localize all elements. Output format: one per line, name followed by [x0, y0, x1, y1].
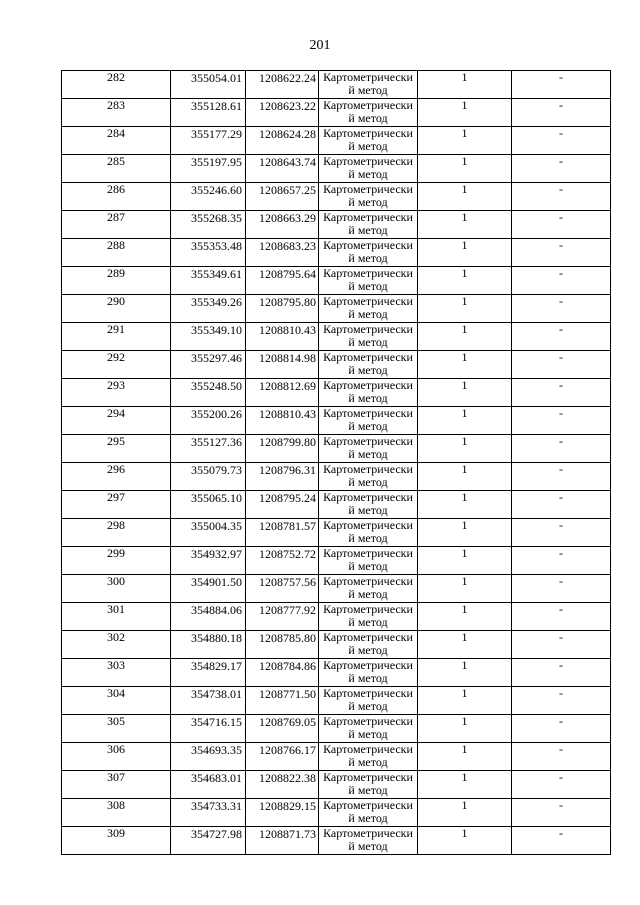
y-coordinate-cell: 1208822.38 [246, 771, 319, 799]
note-cell: - [512, 771, 611, 799]
x-coordinate-cell: 355079.73 [171, 463, 246, 491]
point-number-cell: 282 [62, 71, 171, 99]
point-number-cell: 286 [62, 183, 171, 211]
y-coordinate-cell: 1208683.23 [246, 239, 319, 267]
method-cell [319, 239, 418, 267]
point-number-cell: 294 [62, 407, 171, 435]
y-coordinate-cell: 1208829.15 [246, 799, 319, 827]
method-label-line1: Картометрически [323, 490, 413, 504]
note-cell: - [512, 603, 611, 631]
note-cell: - [512, 799, 611, 827]
point-number-cell: 309 [62, 827, 171, 855]
x-coordinate-cell: 355353.48 [171, 239, 246, 267]
method-label-line2: й метод [348, 223, 388, 237]
method-label-line1: Картометрически [323, 798, 413, 812]
method-cell [319, 183, 418, 211]
count-cell: 1 [418, 519, 512, 547]
table-row [62, 687, 611, 715]
method-label-line2: й метод [348, 419, 388, 433]
point-number-cell: 293 [62, 379, 171, 407]
x-coordinate-cell: 355004.35 [171, 519, 246, 547]
method-label-line2: й метод [348, 503, 388, 517]
x-coordinate-cell: 355065.10 [171, 491, 246, 519]
method-label-line2: й метод [348, 643, 388, 657]
point-number-cell: 283 [62, 99, 171, 127]
point-number-cell: 307 [62, 771, 171, 799]
x-coordinate-cell: 354738.01 [171, 687, 246, 715]
note-cell: - [512, 463, 611, 491]
note-cell: - [512, 323, 611, 351]
x-coordinate-cell: 355246.60 [171, 183, 246, 211]
method-label-line2: й метод [348, 195, 388, 209]
table-row [62, 799, 611, 827]
note-cell: - [512, 827, 611, 855]
count-cell: 1 [418, 715, 512, 743]
x-coordinate-cell: 355268.35 [171, 211, 246, 239]
count-cell: 1 [418, 827, 512, 855]
point-number-cell: 297 [62, 491, 171, 519]
count-cell: 1 [418, 603, 512, 631]
table-row [62, 771, 611, 799]
x-coordinate-cell: 355297.46 [171, 351, 246, 379]
x-coordinate-cell: 355177.29 [171, 127, 246, 155]
method-label-line1: Картометрически [323, 378, 413, 392]
method-label-line1: Картометрически [323, 826, 413, 840]
table-row [62, 463, 611, 491]
method-label-line1: Картометрически [323, 266, 413, 280]
method-cell [319, 771, 418, 799]
y-coordinate-cell: 1208796.31 [246, 463, 319, 491]
note-cell: - [512, 407, 611, 435]
count-cell: 1 [418, 491, 512, 519]
x-coordinate-cell: 355349.26 [171, 295, 246, 323]
method-label-line2: й метод [348, 83, 388, 97]
method-label-line2: й метод [348, 335, 388, 349]
count-cell: 1 [418, 547, 512, 575]
y-coordinate-cell: 1208769.05 [246, 715, 319, 743]
method-cell [319, 799, 418, 827]
note-cell: - [512, 99, 611, 127]
x-coordinate-cell: 355349.61 [171, 267, 246, 295]
point-number-cell: 300 [62, 575, 171, 603]
x-coordinate-cell: 354884.06 [171, 603, 246, 631]
x-coordinate-cell: 354880.18 [171, 631, 246, 659]
method-cell [319, 603, 418, 631]
table-row [62, 71, 611, 99]
method-cell [319, 659, 418, 687]
note-cell: - [512, 743, 611, 771]
count-cell: 1 [418, 463, 512, 491]
y-coordinate-cell: 1208812.69 [246, 379, 319, 407]
y-coordinate-cell: 1208766.17 [246, 743, 319, 771]
note-cell: - [512, 519, 611, 547]
method-label-line2: й метод [348, 111, 388, 125]
count-cell: 1 [418, 659, 512, 687]
method-cell [319, 631, 418, 659]
method-label-line2: й метод [348, 839, 388, 853]
y-coordinate-cell: 1208781.57 [246, 519, 319, 547]
count-cell: 1 [418, 575, 512, 603]
table-row [62, 715, 611, 743]
table-row [62, 575, 611, 603]
method-label-line2: й метод [348, 587, 388, 601]
point-number-cell: 305 [62, 715, 171, 743]
note-cell: - [512, 183, 611, 211]
table-row [62, 323, 611, 351]
x-coordinate-cell: 354829.17 [171, 659, 246, 687]
method-cell [319, 715, 418, 743]
count-cell: 1 [418, 155, 512, 183]
note-cell: - [512, 211, 611, 239]
method-label-line1: Картометрически [323, 294, 413, 308]
method-label-line2: й метод [348, 167, 388, 181]
count-cell: 1 [418, 99, 512, 127]
method-cell [319, 323, 418, 351]
y-coordinate-cell: 1208784.86 [246, 659, 319, 687]
method-label-line1: Картометрически [323, 770, 413, 784]
method-label-line2: й метод [348, 447, 388, 461]
note-cell: - [512, 379, 611, 407]
method-label-line1: Картометрически [323, 574, 413, 588]
method-label-line1: Картометрически [323, 126, 413, 140]
table-row [62, 127, 611, 155]
note-cell: - [512, 435, 611, 463]
method-label-line2: й метод [348, 615, 388, 629]
method-cell [319, 155, 418, 183]
method-cell [319, 547, 418, 575]
table-row [62, 211, 611, 239]
point-number-cell: 284 [62, 127, 171, 155]
y-coordinate-cell: 1208810.43 [246, 407, 319, 435]
method-label-line2: й метод [348, 139, 388, 153]
x-coordinate-cell: 354716.15 [171, 715, 246, 743]
point-number-cell: 285 [62, 155, 171, 183]
method-label-line2: й метод [348, 391, 388, 405]
y-coordinate-cell: 1208624.28 [246, 127, 319, 155]
point-number-cell: 299 [62, 547, 171, 575]
y-coordinate-cell: 1208663.29 [246, 211, 319, 239]
table-row [62, 239, 611, 267]
method-label-line1: Картометрически [323, 462, 413, 476]
method-label-line2: й метод [348, 671, 388, 685]
y-coordinate-cell: 1208785.80 [246, 631, 319, 659]
method-label-line1: Картометрически [323, 70, 413, 84]
method-label-line2: й метод [348, 559, 388, 573]
x-coordinate-cell: 355197.95 [171, 155, 246, 183]
table-row [62, 379, 611, 407]
method-cell [319, 435, 418, 463]
note-cell: - [512, 155, 611, 183]
method-label-line1: Картометрически [323, 98, 413, 112]
note-cell: - [512, 351, 611, 379]
y-coordinate-cell: 1208810.43 [246, 323, 319, 351]
method-cell [319, 407, 418, 435]
method-cell [319, 99, 418, 127]
note-cell: - [512, 295, 611, 323]
count-cell: 1 [418, 295, 512, 323]
method-cell [319, 687, 418, 715]
method-label-line1: Картометрически [323, 630, 413, 644]
count-cell: 1 [418, 71, 512, 99]
method-label-line1: Картометрически [323, 238, 413, 252]
method-label-line2: й метод [348, 531, 388, 545]
point-number-cell: 301 [62, 603, 171, 631]
count-cell: 1 [418, 771, 512, 799]
method-label-line1: Картометрически [323, 518, 413, 532]
point-number-cell: 287 [62, 211, 171, 239]
method-label-line1: Картометрически [323, 742, 413, 756]
x-coordinate-cell: 355128.61 [171, 99, 246, 127]
count-cell: 1 [418, 211, 512, 239]
point-number-cell: 296 [62, 463, 171, 491]
method-label-line1: Картометрически [323, 658, 413, 672]
table-row [62, 407, 611, 435]
table-row [62, 295, 611, 323]
y-coordinate-cell: 1208623.22 [246, 99, 319, 127]
x-coordinate-cell: 354932.97 [171, 547, 246, 575]
note-cell: - [512, 687, 611, 715]
method-label-line2: й метод [348, 475, 388, 489]
method-label-line1: Картометрически [323, 434, 413, 448]
table-row [62, 267, 611, 295]
x-coordinate-cell: 354727.98 [171, 827, 246, 855]
point-number-cell: 295 [62, 435, 171, 463]
count-cell: 1 [418, 631, 512, 659]
x-coordinate-cell: 354733.31 [171, 799, 246, 827]
x-coordinate-cell: 355248.50 [171, 379, 246, 407]
point-number-cell: 303 [62, 659, 171, 687]
method-cell [319, 267, 418, 295]
x-coordinate-cell: 355349.10 [171, 323, 246, 351]
table-row [62, 631, 611, 659]
method-cell [319, 295, 418, 323]
page-number: 201 [309, 38, 331, 53]
count-cell: 1 [418, 183, 512, 211]
x-coordinate-cell: 354901.50 [171, 575, 246, 603]
table-row [62, 743, 611, 771]
method-label-line2: й метод [348, 279, 388, 293]
point-number-cell: 289 [62, 267, 171, 295]
count-cell: 1 [418, 379, 512, 407]
note-cell: - [512, 659, 611, 687]
table-row [62, 435, 611, 463]
method-cell [319, 351, 418, 379]
count-cell: 1 [418, 127, 512, 155]
method-cell [319, 743, 418, 771]
point-number-cell: 302 [62, 631, 171, 659]
method-cell [319, 519, 418, 547]
count-cell: 1 [418, 743, 512, 771]
table-row [62, 659, 611, 687]
count-cell: 1 [418, 407, 512, 435]
method-label-line1: Картометрически [323, 210, 413, 224]
y-coordinate-cell: 1208757.56 [246, 575, 319, 603]
count-cell: 1 [418, 687, 512, 715]
method-label-line2: й метод [348, 811, 388, 825]
table-body [62, 71, 611, 855]
method-cell [319, 127, 418, 155]
table-row [62, 183, 611, 211]
y-coordinate-cell: 1208777.92 [246, 603, 319, 631]
note-cell: - [512, 239, 611, 267]
method-cell [319, 379, 418, 407]
note-cell: - [512, 491, 611, 519]
table-row [62, 519, 611, 547]
method-label-line1: Картометрически [323, 406, 413, 420]
method-label-line1: Картометрически [323, 686, 413, 700]
note-cell: - [512, 715, 611, 743]
y-coordinate-cell: 1208752.72 [246, 547, 319, 575]
x-coordinate-cell: 355200.26 [171, 407, 246, 435]
note-cell: - [512, 71, 611, 99]
point-number-cell: 308 [62, 799, 171, 827]
table-row [62, 351, 611, 379]
count-cell: 1 [418, 435, 512, 463]
method-label-line2: й метод [348, 783, 388, 797]
y-coordinate-cell: 1208622.24 [246, 71, 319, 99]
table-row [62, 99, 611, 127]
y-coordinate-cell: 1208643.74 [246, 155, 319, 183]
point-number-cell: 290 [62, 295, 171, 323]
y-coordinate-cell: 1208799.80 [246, 435, 319, 463]
y-coordinate-cell: 1208871.73 [246, 827, 319, 855]
point-number-cell: 291 [62, 323, 171, 351]
y-coordinate-cell: 1208795.64 [246, 267, 319, 295]
table-row [62, 603, 611, 631]
count-cell: 1 [418, 267, 512, 295]
point-number-cell: 304 [62, 687, 171, 715]
method-label-line1: Картометрически [323, 182, 413, 196]
note-cell: - [512, 127, 611, 155]
note-cell: - [512, 575, 611, 603]
table-row [62, 827, 611, 855]
point-number-cell: 292 [62, 351, 171, 379]
y-coordinate-cell: 1208814.98 [246, 351, 319, 379]
method-label-line1: Картометрически [323, 154, 413, 168]
method-label-line1: Картометрически [323, 546, 413, 560]
method-label-line2: й метод [348, 755, 388, 769]
method-label-line1: Картометрически [323, 350, 413, 364]
method-label-line2: й метод [348, 251, 388, 265]
table-row [62, 155, 611, 183]
table-row [62, 491, 611, 519]
note-cell: - [512, 267, 611, 295]
x-coordinate-cell: 354693.35 [171, 743, 246, 771]
x-coordinate-cell: 354683.01 [171, 771, 246, 799]
note-cell: - [512, 631, 611, 659]
method-cell [319, 491, 418, 519]
point-number-cell: 298 [62, 519, 171, 547]
method-label-line2: й метод [348, 307, 388, 321]
method-label-line1: Картометрически [323, 602, 413, 616]
y-coordinate-cell: 1208795.80 [246, 295, 319, 323]
method-label-line2: й метод [348, 363, 388, 377]
method-cell [319, 71, 418, 99]
method-label-line1: Картометрически [323, 322, 413, 336]
method-label-line2: й метод [348, 727, 388, 741]
coordinates-table [61, 70, 611, 855]
method-cell [319, 463, 418, 491]
x-coordinate-cell: 355054.01 [171, 71, 246, 99]
table-row [62, 547, 611, 575]
count-cell: 1 [418, 351, 512, 379]
y-coordinate-cell: 1208771.50 [246, 687, 319, 715]
x-coordinate-cell: 355127.36 [171, 435, 246, 463]
method-label-line1: Картометрически [323, 714, 413, 728]
method-cell [319, 575, 418, 603]
note-cell: - [512, 547, 611, 575]
point-number-cell: 288 [62, 239, 171, 267]
method-cell [319, 827, 418, 855]
y-coordinate-cell: 1208795.24 [246, 491, 319, 519]
point-number-cell: 306 [62, 743, 171, 771]
count-cell: 1 [418, 239, 512, 267]
method-cell [319, 211, 418, 239]
count-cell: 1 [418, 323, 512, 351]
method-label-line2: й метод [348, 699, 388, 713]
count-cell: 1 [418, 799, 512, 827]
y-coordinate-cell: 1208657.25 [246, 183, 319, 211]
